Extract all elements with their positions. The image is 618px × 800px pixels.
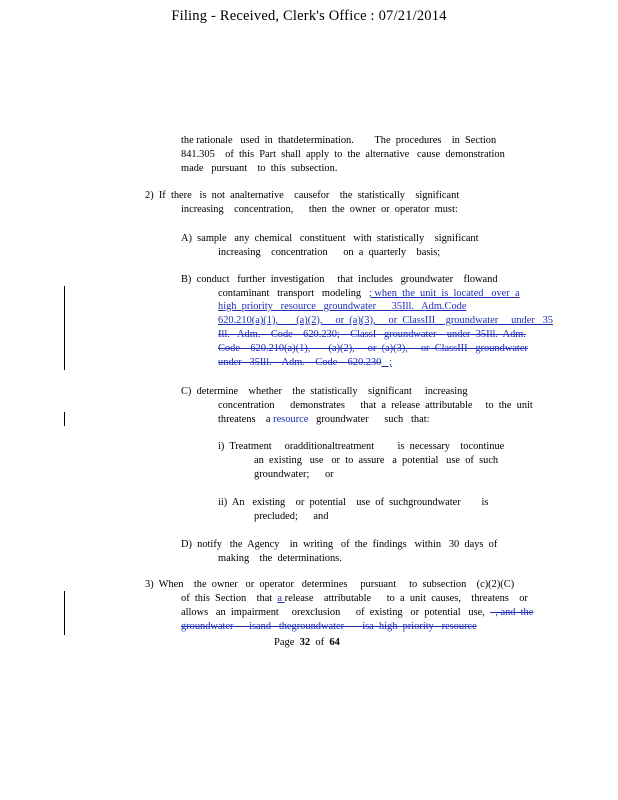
plain-text: release attributable to a unit causes, threatens or — [284, 593, 528, 604]
item-2Ci-line: an existing use or to assure a potential use of such — [254, 455, 499, 466]
plain-text: allows an impairment orexclusion of existing or potential use, — [181, 607, 491, 618]
item-3-line: 3) When the owner or operator determines pursuant to subsection (c)(2)(C) — [145, 579, 515, 590]
inserted-text: ; — [381, 357, 393, 368]
deleted-text: Ill. Adm. Code 620.230; ClassI groundwater under 35Ill. Adm. — [218, 329, 526, 340]
item-2Ci-line: groundwater; or — [254, 469, 334, 480]
item-2B-line — [218, 300, 466, 314]
inserted-text: high priority resource groundwater — [218, 301, 384, 312]
revision-change-bar — [64, 591, 65, 635]
current-page-number: 32 — [299, 637, 311, 648]
item-2B-line — [218, 342, 528, 356]
paragraph-line: made pursuant to this subsection. — [181, 163, 338, 174]
page-label: Page — [274, 637, 295, 648]
item-2C-line: C) determine whether the statistically significant increasing — [181, 386, 468, 397]
deleted-text: Code 620.210(a)(1), (a)(2), or (a)(3), or ClassIII groundwater — [218, 343, 528, 354]
inserted-text: 35Ill. Adm.Code — [383, 301, 467, 312]
deleted-text: groundwater isand thegroundwater isa high priority resource — [181, 621, 477, 632]
item-2Cii-line: precluded; and — [254, 511, 329, 522]
inserted-text: resource — [273, 414, 309, 425]
inserted-text: ; when the unit is located over a — [368, 288, 520, 299]
deleted-text: , and the — [490, 607, 534, 618]
revision-change-bar — [64, 286, 65, 370]
item-2Ci-line: i) Treatment oradditionaltreatment is necessary tocontinue — [218, 441, 505, 452]
of-label: of — [315, 637, 325, 648]
plain-text: of this Section that — [181, 593, 278, 604]
plain-text: contaminant transport modeling — [218, 288, 369, 299]
item-3-line — [181, 606, 533, 620]
item-2B-line — [218, 287, 520, 301]
item-2C-line — [218, 413, 430, 427]
item-2B-line — [218, 356, 392, 370]
item-2D-line: making the determinations. — [218, 553, 342, 564]
page-number-footer — [274, 637, 340, 648]
paragraph-line: the rationale used in thatdetermination. The procedures in Section — [181, 135, 497, 146]
item-2D-line: D) notify the Agency in writing of the findings within 30 days of — [181, 539, 498, 550]
item-3-line — [181, 592, 528, 606]
total-page-count: 64 — [329, 637, 340, 648]
item-2A-line: increasing concentration on a quarterly basis; — [218, 247, 441, 258]
plain-text: groundwater such that: — [308, 414, 430, 425]
inserted-text: a — [277, 593, 285, 604]
item-2-line: 2) If there is not analternative causefor the statistically significant — [145, 190, 460, 201]
item-2-line: increasing concentration, then the owner or operator must: — [181, 204, 458, 215]
revision-change-bar — [64, 412, 65, 426]
item-2Cii-line: ii) An existing or potential use of suchgroundwater is — [218, 497, 489, 508]
item-2C-line: concentration demonstrates that a release attributable to the unit — [218, 400, 533, 411]
item-2B-line — [218, 314, 553, 328]
item-2A-line: A) sample any chemical constituent with statistically significant — [181, 233, 479, 244]
item-2B-line — [218, 328, 526, 342]
filing-stamp-header: Filing - Received, Clerk's Office : 07/21/2014 — [171, 8, 447, 24]
plain-text: threatens a — [218, 414, 274, 425]
item-3-line — [181, 620, 477, 634]
paragraph-line: 841.305 of this Part shall apply to the alternative cause demonstration — [181, 149, 505, 160]
inserted-text: 620.210(a)(1), (a)(2), or (a)(3), or ClassIII groundwater under 35 — [218, 315, 553, 326]
item-2B-line: B) conduct further investigation that includes groundwater flowand — [181, 274, 498, 285]
deleted-text: under 35Ill. Adm. Code 620.230 — [218, 357, 382, 368]
